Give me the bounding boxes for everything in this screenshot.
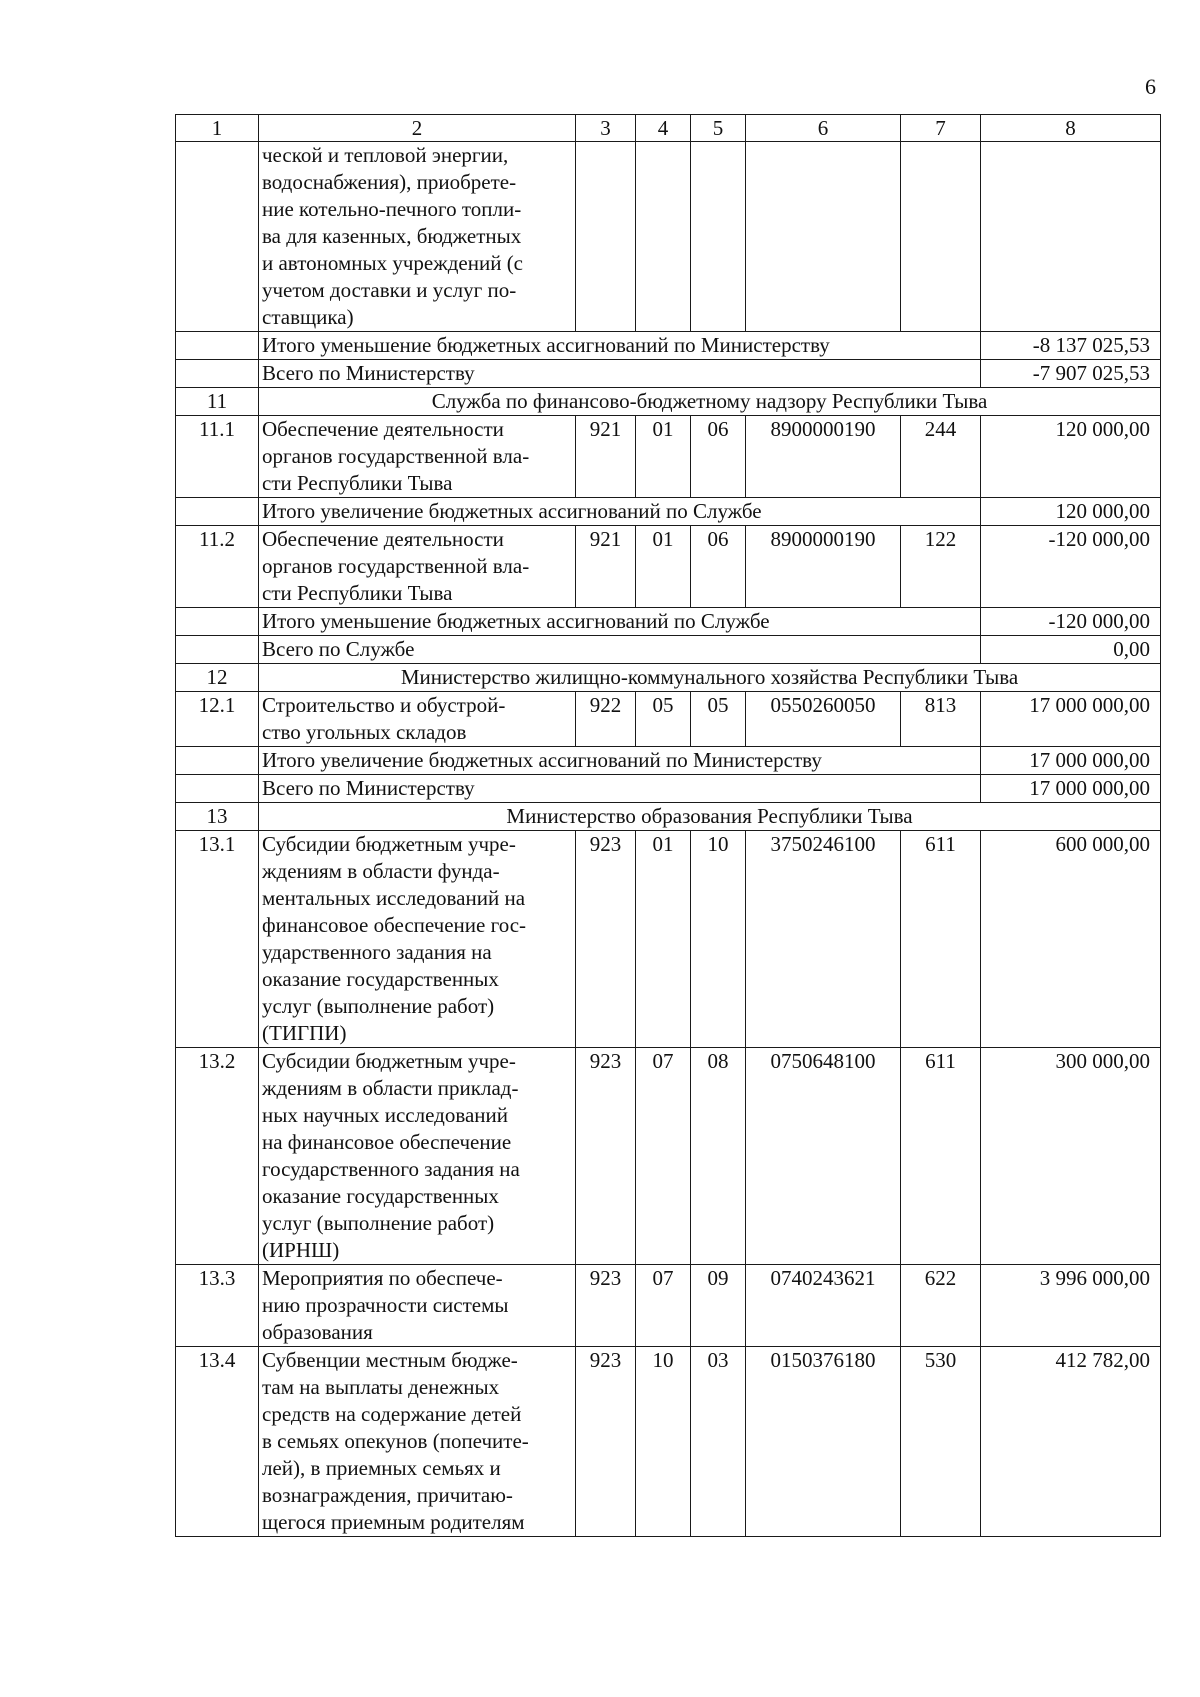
cell-ministry: 923 (576, 1048, 636, 1265)
table-row (176, 1265, 1161, 1347)
section-number: 11 (176, 388, 259, 416)
subtotal-row (176, 498, 1161, 526)
subtotal-label: Итого увеличение бюджетных ассигнований по Министерству (259, 747, 981, 775)
cell-section: 01 (636, 416, 691, 498)
cell-amount: 600 000,00 (981, 831, 1161, 1048)
row-description: Субсидии бюджетным учре- ждениям в области приклад- ных научных исследований на финансовое обеспечение государственного задания на оказание государственных услуг (выполнение работ) (ИРНШ) (259, 1048, 576, 1265)
cell-expense-type: 622 (901, 1265, 981, 1347)
section-header-row (176, 803, 1161, 831)
table-row (176, 142, 1161, 332)
row-description: Субсидии бюджетным учре- ждениям в области фунда- ментальных исследований на финансовое обеспечение гос- ударственного задания на оказание государственных услуг (выполнение работ) (ТИГПИ) (259, 831, 576, 1048)
subtotal-value: 120 000,00 (981, 498, 1161, 526)
cell-ministry: 923 (576, 1265, 636, 1347)
cell-section: 10 (636, 1347, 691, 1537)
total-value: 0,00 (981, 636, 1161, 664)
budget-table (175, 114, 1161, 1537)
row-description: Обеспечение деятельности органов государственной вла- сти Республики Тыва (259, 416, 576, 498)
cell-subsection: 08 (691, 1048, 746, 1265)
cell-subsection: 03 (691, 1347, 746, 1537)
total-row (176, 636, 1161, 664)
cell-expense-type: 813 (901, 692, 981, 747)
cell-target: 0150376180 (746, 1347, 901, 1537)
cell-subsection: 10 (691, 831, 746, 1048)
section-header-row (176, 388, 1161, 416)
cell-expense-type: 611 (901, 831, 981, 1048)
subtotal-value: 17 000 000,00 (981, 747, 1161, 775)
subtotal-row (176, 747, 1161, 775)
section-number: 12 (176, 664, 259, 692)
total-row (176, 360, 1161, 388)
total-value: -7 907 025,53 (981, 360, 1161, 388)
header-cell: 4 (636, 115, 691, 142)
cell-target: 3750246100 (746, 831, 901, 1048)
cell-target: 8900000190 (746, 416, 901, 498)
cell-target: 0550260050 (746, 692, 901, 747)
cell-amount: 300 000,00 (981, 1048, 1161, 1265)
header-cell: 5 (691, 115, 746, 142)
section-title: Министерство образования Республики Тыва (259, 803, 1161, 831)
subtotal-value: -120 000,00 (981, 608, 1161, 636)
total-row (176, 775, 1161, 803)
cell-ministry: 923 (576, 1347, 636, 1537)
header-cell: 1 (176, 115, 259, 142)
cell-subsection: 05 (691, 692, 746, 747)
row-number: 13.4 (176, 1347, 259, 1537)
row-number: 13.2 (176, 1048, 259, 1265)
section-header-row (176, 664, 1161, 692)
cell-target: 0740243621 (746, 1265, 901, 1347)
row-number: 13.1 (176, 831, 259, 1048)
cell-section: 07 (636, 1265, 691, 1347)
table-row (176, 1048, 1161, 1265)
cell-amount: 120 000,00 (981, 416, 1161, 498)
header-cell: 8 (981, 115, 1161, 142)
header-cell: 6 (746, 115, 901, 142)
cell-target: 0750648100 (746, 1048, 901, 1265)
header-cell: 7 (901, 115, 981, 142)
table-row (176, 526, 1161, 608)
page-number: 6 (1145, 74, 1156, 99)
subtotal-label: Итого уменьшение бюджетных ассигнований по Министерству (259, 332, 981, 360)
table-header-row (176, 115, 1161, 142)
cell-section: 01 (636, 526, 691, 608)
cell-ministry: 923 (576, 831, 636, 1048)
cell-expense-type: 122 (901, 526, 981, 608)
table-row (176, 831, 1161, 1048)
table-row (176, 692, 1161, 747)
row-description: Обеспечение деятельности органов государственной вла- сти Республики Тыва (259, 526, 576, 608)
cell-section: 01 (636, 831, 691, 1048)
table-row (176, 1347, 1161, 1537)
cell-amount: 17 000 000,00 (981, 692, 1161, 747)
header-cell: 3 (576, 115, 636, 142)
total-value: 17 000 000,00 (981, 775, 1161, 803)
row-description: Строительство и обустрой- ство угольных складов (259, 692, 576, 747)
row-number: 12.1 (176, 692, 259, 747)
cell-amount: 3 996 000,00 (981, 1265, 1161, 1347)
row-number: 11.2 (176, 526, 259, 608)
cell-ministry: 922 (576, 692, 636, 747)
cell-subsection: 06 (691, 416, 746, 498)
cell-subsection: 09 (691, 1265, 746, 1347)
cell-subsection: 06 (691, 526, 746, 608)
subtotal-row (176, 608, 1161, 636)
cell-amount: 412 782,00 (981, 1347, 1161, 1537)
row-description: Мероприятия по обеспече- нию прозрачности системы образования (259, 1265, 576, 1347)
cell-ministry: 921 (576, 526, 636, 608)
row-number: 13.3 (176, 1265, 259, 1347)
cell-section: 07 (636, 1048, 691, 1265)
cell-section: 05 (636, 692, 691, 747)
row-description: Субвенции местным бюдже- там на выплаты денежных средств на содержание детей в семьях опекунов (попечите- лей), в приемных семьях и вознаграждения, причитаю- щегося приемным родителям (259, 1347, 576, 1537)
total-label: Всего по Министерству (259, 360, 981, 388)
row-number: 11.1 (176, 416, 259, 498)
row-description: ческой и тепловой энергии, водоснабжения), приобрете- ние котельно-печного топли- ва для казенных, бюджетных и автономных учреждений (с учетом доставки и услуг по- ставщика) (259, 142, 576, 332)
cell-target: 8900000190 (746, 526, 901, 608)
table-row (176, 416, 1161, 498)
section-number: 13 (176, 803, 259, 831)
cell-expense-type: 530 (901, 1347, 981, 1537)
header-cell: 2 (259, 115, 576, 142)
subtotal-label: Итого увеличение бюджетных ассигнований по Службе (259, 498, 981, 526)
subtotal-value: -8 137 025,53 (981, 332, 1161, 360)
cell-amount: -120 000,00 (981, 526, 1161, 608)
subtotal-row (176, 332, 1161, 360)
subtotal-label: Итого уменьшение бюджетных ассигнований по Службе (259, 608, 981, 636)
total-label: Всего по Министерству (259, 775, 981, 803)
cell-expense-type: 244 (901, 416, 981, 498)
section-title: Министерство жилищно-коммунального хозяйства Республики Тыва (259, 664, 1161, 692)
cell-expense-type: 611 (901, 1048, 981, 1265)
section-title: Служба по финансово-бюджетному надзору Республики Тыва (259, 388, 1161, 416)
cell-ministry: 921 (576, 416, 636, 498)
total-label: Всего по Службе (259, 636, 981, 664)
